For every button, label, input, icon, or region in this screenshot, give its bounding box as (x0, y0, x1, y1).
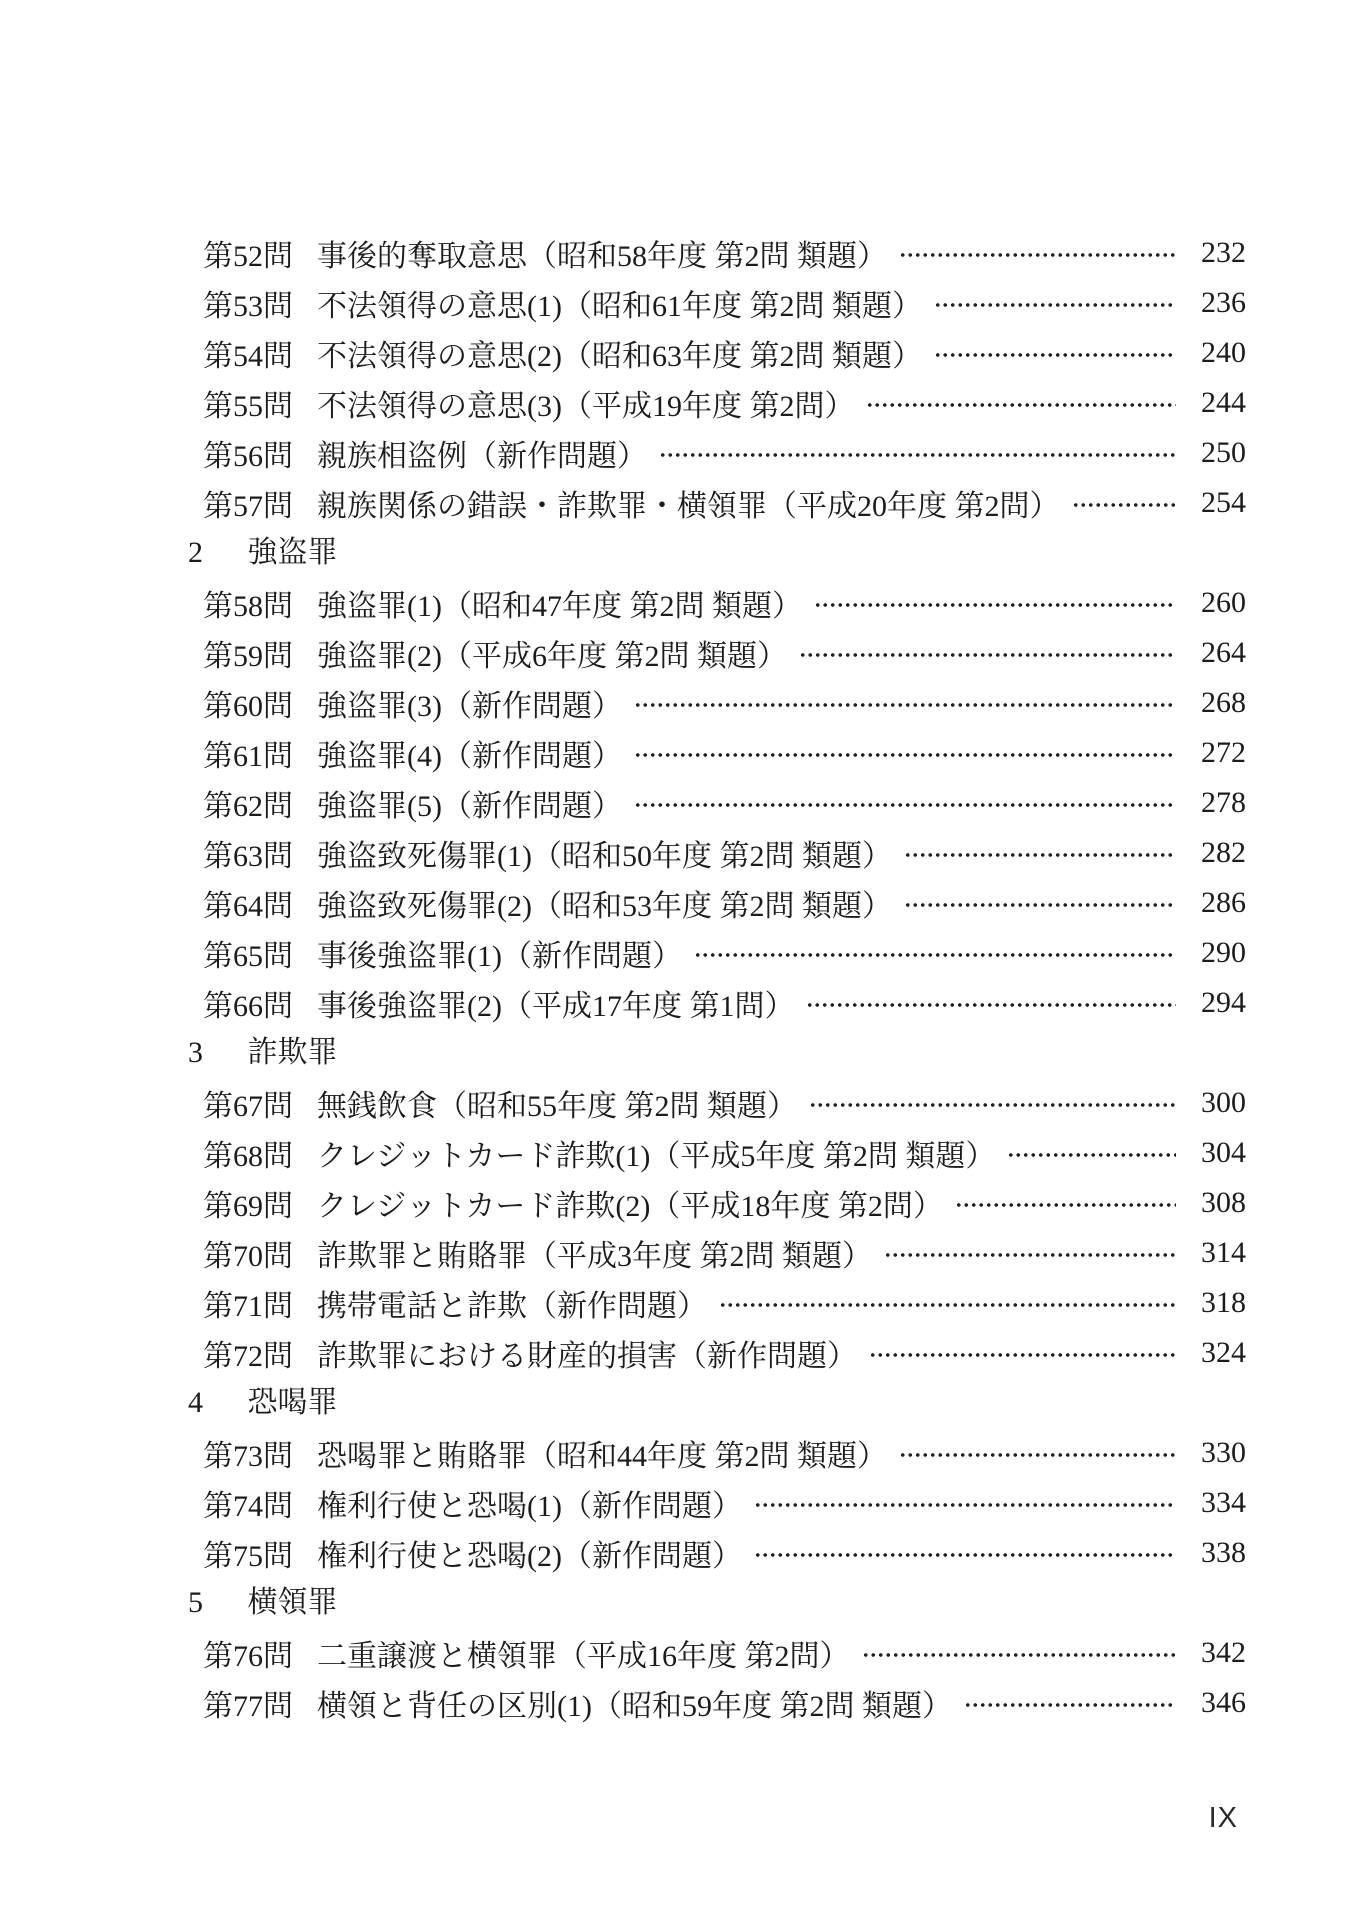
entry-title: クレジットカード詐欺(2)（平成18年度 第2問） (317, 1190, 943, 1223)
entry-page-number: 334 (1201, 1486, 1246, 1519)
section-title: 横領罪 (247, 1586, 338, 1619)
section-number: 3 (188, 1036, 203, 1069)
entry-page-number: 272 (1201, 736, 1246, 769)
toc-entry (188, 478, 1246, 528)
entry-question-number: 第64問 (203, 890, 293, 923)
toc-entry (188, 1678, 1246, 1728)
toc-entry (188, 928, 1246, 978)
toc-entry (188, 278, 1246, 328)
dot-leader (806, 1002, 1176, 1008)
entry-title: 詐欺罪における財産的損害（新作問題） (317, 1340, 857, 1373)
entry-page-number: 290 (1201, 936, 1246, 969)
entry-question-number: 第54問 (203, 340, 293, 373)
toc-entry (188, 1178, 1246, 1228)
entry-page-number: 236 (1201, 286, 1246, 319)
toc-entry (188, 628, 1246, 678)
entry-question-number: 第57問 (203, 490, 293, 523)
toc-section-header (188, 1378, 1246, 1428)
entry-title: 横領と背任の区別(1)（昭和59年度 第2問 類題） (317, 1690, 952, 1723)
entry-question-number: 第69問 (203, 1190, 293, 1223)
toc-entry (188, 778, 1246, 828)
entry-title: 強盗致死傷罪(1)（昭和50年度 第2問 類題） (317, 840, 892, 873)
entry-page-number: 264 (1201, 636, 1246, 669)
dot-leader (964, 1702, 1176, 1708)
entry-title: 不法領得の意思(1)（昭和61年度 第2問 類題） (317, 290, 922, 323)
entry-page-number: 254 (1201, 486, 1246, 519)
entry-page-number: 338 (1201, 1536, 1246, 1569)
entry-page-number: 318 (1201, 1286, 1246, 1319)
dot-leader (809, 1102, 1176, 1108)
entry-title: クレジットカード詐欺(1)（平成5年度 第2問 類題） (317, 1140, 996, 1173)
entry-page-number: 286 (1201, 886, 1246, 919)
dot-leader (862, 1652, 1177, 1658)
entry-question-number: 第68問 (203, 1140, 293, 1173)
entry-title: 不法領得の意思(2)（昭和63年度 第2問 類題） (317, 340, 922, 373)
section-number: 5 (188, 1586, 203, 1619)
dot-leader (934, 302, 1176, 308)
dot-leader (1007, 1152, 1176, 1158)
dot-leader (659, 452, 1176, 458)
toc-entry (188, 1628, 1246, 1678)
toc-entry (188, 978, 1246, 1028)
entry-page-number: 232 (1201, 236, 1246, 269)
entry-page-number: 294 (1201, 986, 1246, 1019)
entry-title: 親族相盗例（新作問題） (317, 440, 647, 473)
entry-question-number: 第66問 (203, 990, 293, 1023)
entry-question-number: 第62問 (203, 790, 293, 823)
entry-page-number: 330 (1201, 1436, 1246, 1469)
dot-leader (899, 1452, 1176, 1458)
entry-question-number: 第61問 (203, 740, 293, 773)
entry-title: 詐欺罪と賄賂罪（平成3年度 第2問 類題） (317, 1240, 872, 1273)
toc-entry (188, 878, 1246, 928)
entry-title: 強盗罪(5)（新作問題） (317, 790, 622, 823)
entry-title: 二重譲渡と横領罪（平成16年度 第2問） (317, 1640, 850, 1673)
entry-title: 権利行使と恐喝(2)（新作問題） (317, 1540, 742, 1573)
toc-entry (188, 1328, 1246, 1378)
toc-section-header (188, 1578, 1246, 1628)
toc-entry (188, 1228, 1246, 1278)
entry-question-number: 第55問 (203, 390, 293, 423)
entry-title: 事後的奪取意思（昭和58年度 第2問 類題） (317, 240, 887, 273)
entry-question-number: 第60問 (203, 690, 293, 723)
entry-question-number: 第56問 (203, 440, 293, 473)
dot-leader (754, 1502, 1176, 1508)
dot-leader (899, 252, 1176, 258)
entry-question-number: 第71問 (203, 1290, 293, 1323)
toc-section-header (188, 528, 1246, 578)
toc-entry (188, 428, 1246, 478)
entry-title: 強盗罪(3)（新作問題） (317, 690, 622, 723)
entry-question-number: 第67問 (203, 1090, 293, 1123)
entry-title: 強盗罪(4)（新作問題） (317, 740, 622, 773)
entry-question-number: 第53問 (203, 290, 293, 323)
entry-title: 恐喝罪と賄賂罪（昭和44年度 第2問 類題） (317, 1440, 887, 1473)
entry-question-number: 第59問 (203, 640, 293, 673)
entry-title: 強盗罪(1)（昭和47年度 第2問 類題） (317, 590, 802, 623)
entry-page-number: 282 (1201, 836, 1246, 869)
entry-page-number: 324 (1201, 1336, 1246, 1369)
toc-section-header (188, 1028, 1246, 1078)
dot-leader (866, 402, 1176, 408)
entry-title: 無銭飲食（昭和55年度 第2問 類題） (317, 1090, 797, 1123)
entry-page-number: 300 (1201, 1086, 1246, 1119)
entry-question-number: 第52問 (203, 240, 293, 273)
entry-page-number: 342 (1201, 1636, 1246, 1669)
entry-title: 強盗罪(2)（平成6年度 第2問 類題） (317, 640, 787, 673)
toc-entry (188, 1428, 1246, 1478)
entry-question-number: 第75問 (203, 1540, 293, 1573)
entry-question-number: 第72問 (203, 1340, 293, 1373)
dot-leader (694, 952, 1176, 958)
toc-entry (188, 828, 1246, 878)
entry-page-number: 304 (1201, 1136, 1246, 1169)
dot-leader (1072, 502, 1177, 508)
entry-page-number: 268 (1201, 686, 1246, 719)
entry-page-number: 346 (1201, 1686, 1246, 1719)
dot-leader (634, 702, 1176, 708)
entry-title: 親族関係の錯誤・詐欺罪・横領罪（平成20年度 第2問） (317, 490, 1060, 523)
section-number: 4 (188, 1386, 203, 1419)
entry-question-number: 第76問 (203, 1640, 293, 1673)
toc-entry (188, 1278, 1246, 1328)
entry-question-number: 第58問 (203, 590, 293, 623)
dot-leader (934, 352, 1176, 358)
entry-question-number: 第77問 (203, 1690, 293, 1723)
dot-leader (955, 1202, 1176, 1208)
entry-page-number: 240 (1201, 336, 1246, 369)
section-title: 恐喝罪 (247, 1386, 338, 1419)
toc-entry (188, 328, 1246, 378)
entry-question-number: 第63問 (203, 840, 293, 873)
dot-leader (884, 1252, 1176, 1258)
dot-leader (634, 752, 1176, 758)
dot-leader (904, 852, 1176, 858)
toc-entry (188, 728, 1246, 778)
toc-entry (188, 578, 1246, 628)
toc-entry (188, 1478, 1246, 1528)
dot-leader (869, 1352, 1176, 1358)
entry-page-number: 260 (1201, 586, 1246, 619)
dot-leader (634, 802, 1176, 808)
entry-page-number: 244 (1201, 386, 1246, 419)
entry-page-number: 250 (1201, 436, 1246, 469)
toc-entry (188, 228, 1246, 278)
toc-list (188, 228, 1246, 1728)
toc-entry (188, 1128, 1246, 1178)
section-number: 2 (188, 536, 203, 569)
page-number-marker: IX (1208, 1802, 1238, 1834)
section-title: 詐欺罪 (247, 1036, 338, 1069)
dot-leader (904, 902, 1176, 908)
entry-title: 携帯電話と詐欺（新作問題） (317, 1290, 707, 1323)
entry-title: 権利行使と恐喝(1)（新作問題） (317, 1490, 742, 1523)
toc-entry (188, 1528, 1246, 1578)
entry-question-number: 第70問 (203, 1240, 293, 1273)
dot-leader (814, 602, 1176, 608)
entry-title: 強盗致死傷罪(2)（昭和53年度 第2問 類題） (317, 890, 892, 923)
entry-question-number: 第73問 (203, 1440, 293, 1473)
toc-entry (188, 378, 1246, 428)
entry-question-number: 第65問 (203, 940, 293, 973)
entry-title: 不法領得の意思(3)（平成19年度 第2問） (317, 390, 855, 423)
entry-question-number: 第74問 (203, 1490, 293, 1523)
entry-title: 事後強盗罪(2)（平成17年度 第1問） (317, 990, 795, 1023)
entry-page-number: 278 (1201, 786, 1246, 819)
entry-page-number: 308 (1201, 1186, 1246, 1219)
toc-entry (188, 678, 1246, 728)
dot-leader (719, 1302, 1176, 1308)
entry-page-number: 314 (1201, 1236, 1246, 1269)
dot-leader (799, 652, 1176, 658)
dot-leader (754, 1552, 1176, 1558)
section-title: 強盗罪 (247, 536, 338, 569)
entry-title: 事後強盗罪(1)（新作問題） (317, 940, 682, 973)
toc-entry (188, 1078, 1246, 1128)
